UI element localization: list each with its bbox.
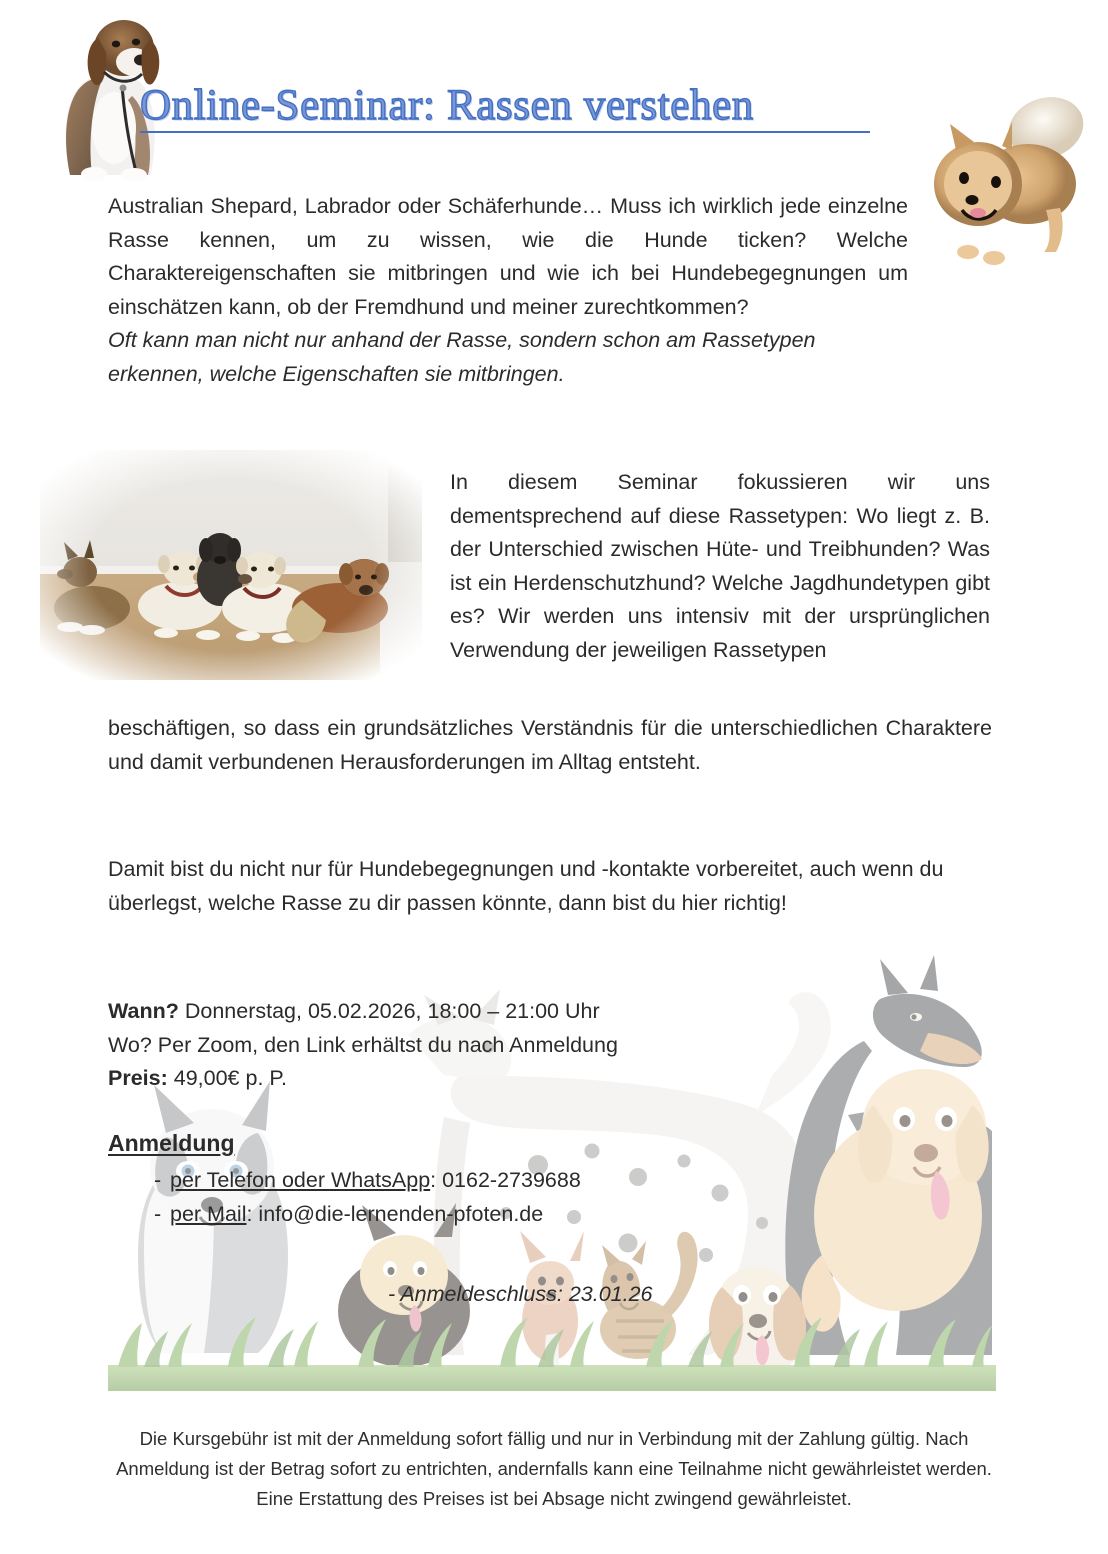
bullet-dash-icon: -: [154, 1202, 162, 1226]
footer-disclaimer: Die Kursgebühr ist mit der Anmeldung sofort fällig und nur in Verbindung mit der Zahlung gültig. Nach Anmeldung ist der Betrag sofort zu entrichten, andernfalls kann eine Teilnahme nicht gewährleistet werden. Eine Erstattung des Preises ist bei Absage nicht zwingend gewährleistet.: [116, 1428, 992, 1509]
event-price-row: [108, 1062, 808, 1096]
page-title: [140, 84, 880, 133]
five-dogs-lying-photo: [40, 450, 422, 680]
event-price-value: 49,00€ p. P.: [173, 1066, 287, 1090]
seminar-description-continued: beschäftigen, so dass ein grundsätzliches Verständnis für die unterschiedlichen Charaktere und damit verbundenen Herausforderungen im Alltag entsteht.: [108, 716, 992, 774]
pomeranian-photo: [920, 80, 1098, 270]
event-when-value: Donnerstag, 05.02.2026, 18:00 – 21:00 Uhr: [184, 999, 600, 1023]
registration-section: [108, 1130, 868, 1231]
intro-line-1: Australian Shepard, Labrador oder Schäferhunde… Muss ich wirklich jede einzelne Rasse kennen, um zu wissen, wie die Hunde ticken? Welche Charaktereigenschaften sie mitbringen und wie ich bei Hundebegegnungen um einschätzen kann, ob der Fremdhund und meiner zurechtkommen?: [108, 194, 908, 319]
event-where-row: Wo? Per Zoom, den Link erhältst du nach Anmeldung: [108, 1032, 618, 1057]
seminar-closing-paragraph: Damit bist du nicht nur für Hundebegegnungen und -kontakte vorbereitet, auch wenn du überlegst, welche Rasse zu dir passen könnte, dann bist du hier richtig!: [108, 857, 944, 915]
registration-mail[interactable]: [170, 1197, 543, 1231]
bullet-dash-icon: -: [154, 1168, 162, 1192]
registration-mail-row: [108, 1197, 868, 1231]
registration-phone-value: : 0162-2739688: [430, 1168, 581, 1192]
registration-mail-value: : info@die-lernenden-pfoten.de: [246, 1202, 544, 1226]
event-details: [108, 995, 808, 1096]
title-underline: [140, 131, 870, 133]
event-when-row: [108, 995, 808, 1029]
registration-mail-label: per Mail: [170, 1202, 247, 1226]
registration-deadline: - Anmeldeschluss: 23.01.26: [388, 1282, 653, 1306]
intro-line-2: Oft kann man nicht nur anhand der Rasse, sondern schon am Rassetypen erkennen, welche Eigenschaften sie mitbringen.: [108, 328, 816, 386]
registration-phone-label: per Telefon oder WhatsApp: [170, 1168, 431, 1192]
seminar-description-column: In diesem Seminar fokussieren wir uns dementsprechend auf diese Rassetypen: Wo liegt z. B. der Unterschied zwischen Hüte- und Treibhunden? Was ist ein Herdenschutzhund? Welche Jagdhundetypen gibt es? Wir werden uns intensiv mit der ursprünglichen Verwendung der jeweiligen Rassetypen: [450, 470, 990, 662]
intro-paragraph: [108, 190, 908, 391]
registration-heading: Anmeldung: [108, 1130, 235, 1156]
event-price-label: Preis:: [108, 1066, 168, 1090]
registration-phone-row: [108, 1163, 868, 1197]
event-when-label: Wann?: [108, 999, 179, 1023]
page-title-text: Online-Seminar: Rassen verstehen: [140, 82, 754, 129]
registration-phone[interactable]: [170, 1163, 581, 1197]
